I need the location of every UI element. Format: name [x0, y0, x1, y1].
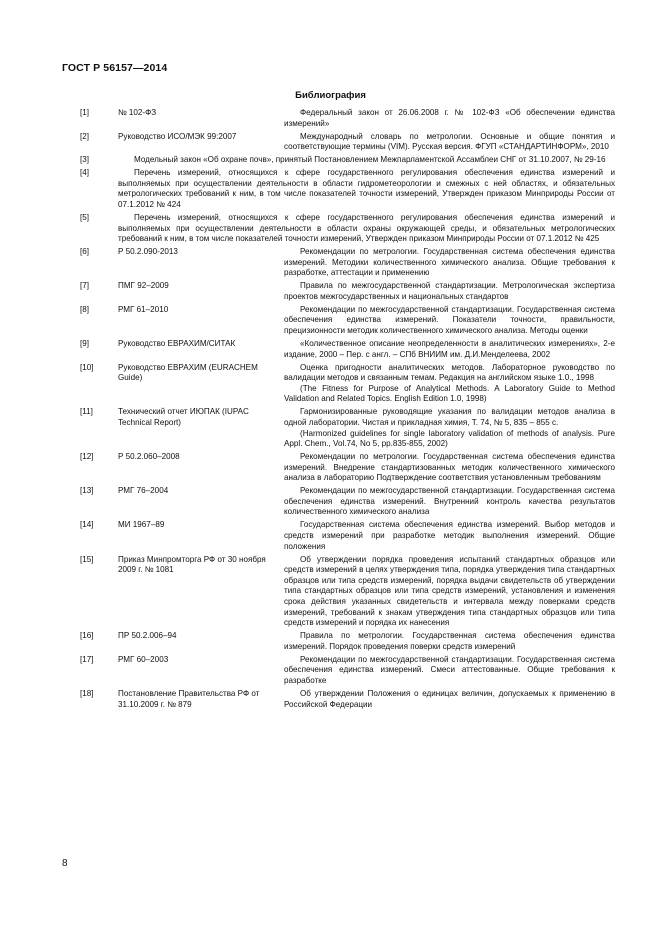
reference-description-block [284, 108, 615, 129]
reference-number: [11] [80, 407, 93, 417]
reference-source: Р 50.2.090-2013 [118, 247, 178, 257]
reference-number: [18] [80, 688, 94, 698]
reference-description: Оценка пригодности аналитических методов. Лабораторное руководство по валидации методов и связанным темам. Редакция на английском языке 1.0., 1998 [284, 362, 615, 383]
reference-description-block [284, 520, 615, 552]
reference-source: Руководство ИСО/МЭК 99:2007 [118, 131, 237, 141]
reference-original-title: (The Fitness for Purpose of Analytical Methods. A Laboratory Guide to Method Validation and Related Topics. English Edition 1.0, 1998) [284, 383, 615, 404]
reference-description-block [284, 631, 615, 652]
reference-item [80, 281, 615, 302]
reference-item [80, 689, 615, 710]
reference-original-title: (Harmonized guidelines for single laboratory validation of methods of analysis. Pure Appl. Chem., Vol.74, No 5, pp.835-855, 2002) [284, 428, 615, 449]
reference-number: [15] [80, 554, 94, 564]
reference-description-block [284, 407, 615, 449]
reference-number: [12] [80, 452, 94, 462]
reference-number: [2] [80, 131, 89, 141]
reference-number: [13] [80, 486, 94, 496]
reference-item [80, 132, 615, 153]
reference-description-block [284, 363, 615, 405]
reference-source: Руководство ЕВРАХИМ (EURACHEM Guide) [118, 362, 258, 383]
reference-item [80, 631, 615, 652]
reference-number: [14] [80, 520, 94, 530]
reference-number: [16] [80, 631, 94, 641]
reference-description: Правила по межгосударственной стандартизации. Метрологическая экспертиза проектов межгосударственных и национальных стандартов [284, 281, 615, 301]
reference-description: Государственная система обеспечения единства измерений. Выбор методов и средств измерений при разработке методик выполнения измерений. Общие положения [284, 520, 615, 551]
reference-item [80, 108, 615, 129]
reference-item [80, 486, 615, 518]
reference-source: № 102-ФЗ [118, 108, 157, 117]
reference-description-block [284, 452, 615, 484]
reference-source: МИ 1967–89 [118, 520, 165, 530]
reference-source: Приказ Минпромторга РФ от 30 ноября 2009 г. № 1081 [118, 554, 266, 575]
section-title: Библиография [295, 90, 366, 101]
reference-description: Об утверждении Положения о единицах величин, допускаемых к применению в Российской Федерации [284, 688, 615, 709]
reference-source: Технический отчет ИЮПАК (IUPAC Technical Report) [118, 407, 249, 427]
reference-number: [8] [80, 304, 89, 314]
reference-source: ПР 50.2.006–94 [118, 631, 177, 641]
reference-description: Рекомендации по межгосударственной стандартизации. Государственная система обеспечения единства измерений. Показатели точности, правильности, прецизионности методик количественного химического анализа. Методы оценки [284, 304, 615, 336]
reference-number: [4] [80, 168, 89, 178]
reference-source: РМГ 76–2004 [118, 486, 169, 496]
reference-source: Р 50.2.060–2008 [118, 452, 180, 462]
reference-description: Международный словарь по метрологии. Основные и общие понятия и соответствующие термины (VIM). Русская версия. ФГУП «СТАНДАРТИНФОРМ», 2010 [284, 131, 615, 152]
reference-description-block [284, 486, 615, 518]
reference-source: РМГ 60–2003 [118, 654, 169, 664]
reference-description: «Количественное описание неопределенности в аналитических измерениях», 2-е издание, 2000 – Пер. с англ. – СПб ВНИИМ им. Д.И.Менделеева, 2002 [284, 339, 615, 359]
reference-source: РМГ 61–2010 [118, 304, 169, 314]
reference-number: [10] [80, 362, 94, 372]
reference-description-block [284, 132, 615, 153]
reference-number: [3] [80, 155, 89, 165]
reference-item [80, 407, 615, 449]
reference-item [80, 305, 615, 337]
reference-item [80, 247, 615, 279]
references-list [80, 108, 615, 713]
reference-description: Об утверждении порядка проведения испытаний стандартных образцов или средств измерений в целях утверждения типа, порядка утверждения типа стандартных образцов или типа средств измерений, порядка выдачи свидетельств об утверждении типа стандартных образцов или типа средств измерений, установления и изменения срока действия указанных свидетельств и интервала между поверками средств измерений, требований к знакам утверждения типа стандартных образцов или типа средств измерений и порядка их нанесения [284, 554, 615, 628]
reference-description: Рекомендации по межгосударственной стандартизации. Государственная система обеспечения единства измерений. Внутренний контроль качества результатов количественного химического анализа [284, 486, 615, 517]
reference-source: Постановление Правительства РФ от 31.10.2009 г. № 879 [118, 688, 260, 709]
reference-description-block [284, 281, 615, 302]
reference-number: [17] [80, 654, 94, 664]
reference-item [80, 452, 615, 484]
reference-text: Модельный закон «Об охране почв», принятый Постановлением Межпарламентской Ассамблеи СНГ от 31.10.2007, № 29-16 [134, 155, 606, 165]
reference-item [80, 155, 615, 166]
reference-item [80, 520, 615, 552]
reference-description: Гармонизированные руководящие указания по валидации методов анализа в одной лаборатории. Чистая и прикладная химия, Т. 74, № 5, 835 – 855 с. [284, 407, 615, 427]
reference-description-block [284, 305, 615, 337]
reference-description-block [284, 555, 615, 629]
document-code: ГОСТ Р 56157—2014 [62, 62, 168, 74]
reference-description-block [284, 689, 615, 710]
reference-description: Рекомендации по межгосударственной стандартизации. Государственная система обеспечения единства измерений. Смеси аттестованные. Общие требования к разработке [284, 654, 615, 685]
reference-source: ПМГ 92–2009 [118, 281, 169, 291]
reference-number: [9] [80, 339, 89, 348]
reference-description-block [284, 247, 615, 279]
reference-item [80, 213, 615, 245]
reference-item [80, 339, 615, 360]
reference-number: [7] [80, 281, 89, 291]
reference-description: Рекомендации по метрологии. Государственная система обеспечения единства измерений. Методики количественного химического анализа. Общие требования к разработке, аттестации и применению [284, 247, 615, 278]
reference-number: [1] [80, 108, 89, 117]
reference-number: [5] [80, 212, 89, 222]
reference-source: Руководство ЕВРАХИМ/СИТАК [118, 339, 236, 348]
reference-description-block [284, 655, 615, 687]
reference-description: Федеральный закон от 26.06.2008 г. № 102-ФЗ «Об обеспечении единства измерений» [284, 108, 615, 128]
reference-number: [6] [80, 247, 89, 257]
reference-item [80, 168, 615, 210]
reference-description: Рекомендации по метрологии. Государственная система обеспечения единства измерений. Внедрение стандартизованных методик количественного химического анализа в лабораторию Подтверждение соответствия установленным требованиям [284, 452, 615, 483]
reference-text: Перечень измерений, относящихся к сфере государственного регулирования обеспечения единства измерений и выполняемых при осуществлении деятельности в области гидрометеорологии и смежных с ней областях, и обязательных метрологических требований к ним, в том числе показателей точности измерений, Утвержден приказом Минприроды России от 07.1.2012 № 424 [118, 168, 615, 209]
reference-item [80, 363, 615, 405]
reference-description: Правила по метрологии. Государственная система обеспечения единства измерений. Порядок проведения поверки средств измерений [284, 631, 615, 651]
reference-item [80, 555, 615, 629]
reference-description-block [284, 339, 615, 360]
reference-item [80, 655, 615, 687]
page-number: 8 [62, 858, 68, 869]
reference-text: Перечень измерений, относящихся к сфере государственного регулирования обеспечения единства измерений и выполняемых при осуществлении деятельности в области охраны окружающей среды, и обязательных метрологических требований к ним, в том числе показателей точности измерений, Утвержден приказом Минприроды России от 07.1.2012 № 425 [118, 212, 615, 244]
